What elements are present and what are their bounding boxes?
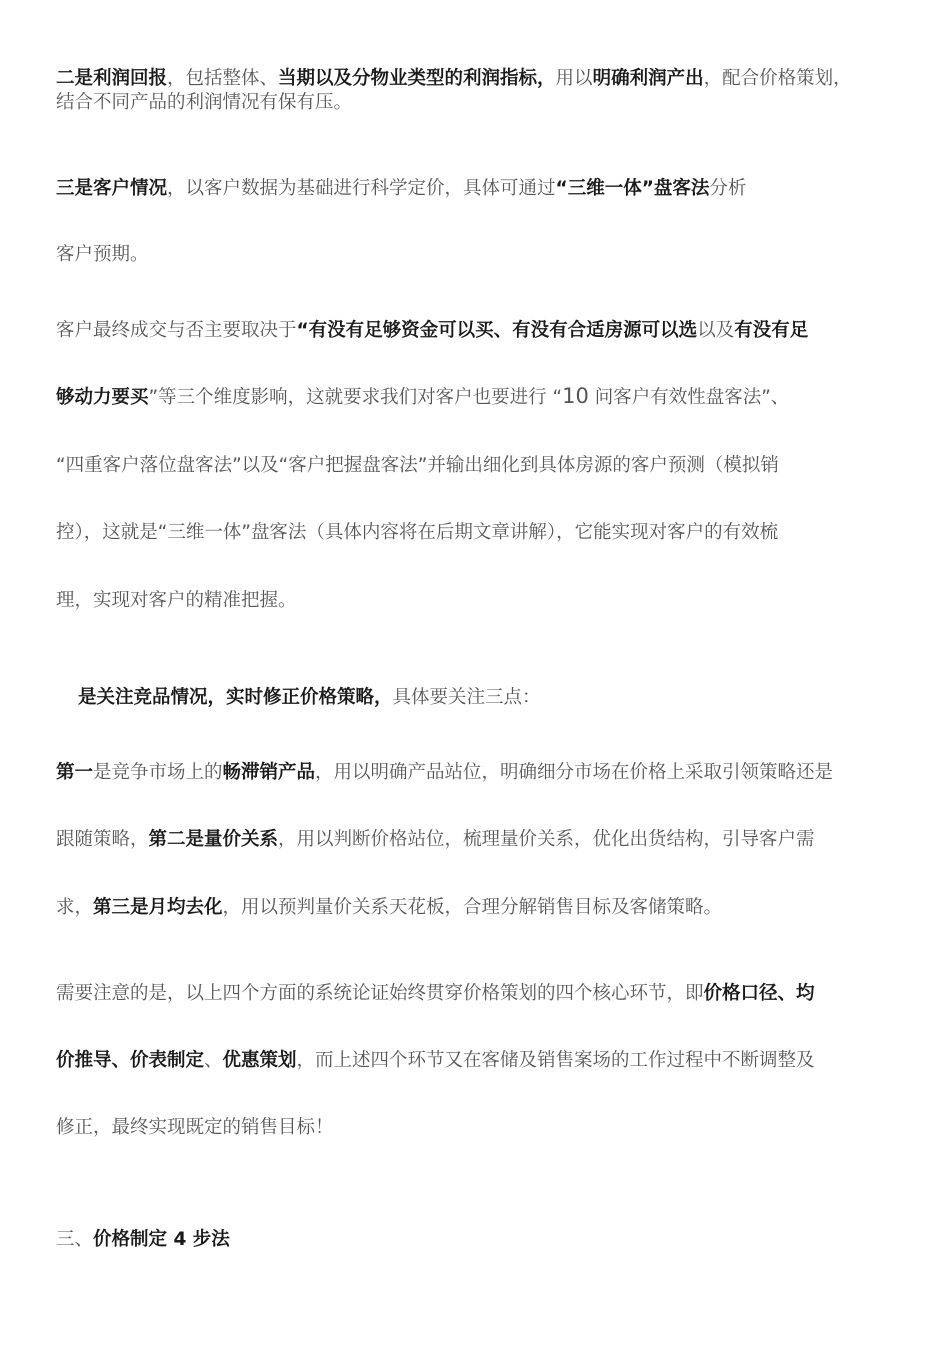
bold-text: 价格口径、均 — [703, 983, 815, 1004]
paragraph-summary-line-2 — [56, 1046, 906, 1072]
bold-text: 明确利润产出 — [592, 68, 704, 89]
paragraph-summary-line-1 — [56, 979, 906, 1005]
bold-text: 价推导、价表制定 — [56, 1050, 205, 1071]
text: ，用以预判量价关系天花板，合理分解销售目标及客储策略。 — [222, 897, 723, 918]
paragraph-profit-line-1 — [56, 64, 906, 90]
text: 需要注意的是，以上四个方面的系统论证始终贯穿价格策划的四个核心环节，即 — [56, 983, 704, 1004]
paragraph-competitor-line-2 — [56, 825, 906, 851]
text: 结合不同产品的利润情况有保有压。 — [56, 92, 353, 113]
bold-text: 是关注竞品情况， — [78, 687, 227, 708]
text: ”等三个维度影响，这就要求我们对客户也要进行 “ — [148, 387, 563, 408]
text: 求， — [56, 897, 94, 918]
text: 问客户有效性盘客法”、 — [588, 387, 790, 408]
text: ，而上述四个环节又在客储及销售案场的工作过程中不断调整及 — [296, 1050, 815, 1071]
paragraph-customer-line-2 — [56, 240, 906, 266]
paragraph-deal-line-2 — [56, 383, 906, 409]
paragraph-deal-line-3 — [56, 451, 906, 477]
paragraph-competitor-line-1 — [56, 758, 906, 784]
paragraph-competitor-heading — [78, 683, 928, 709]
text: 客户最终成交与否主要取决于 — [56, 320, 297, 341]
bold-text: 三是客户情况 — [56, 178, 168, 199]
text: 修正，最终实现既定的销售目标！ — [56, 1117, 334, 1138]
text: ，配合价格策划， — [703, 68, 852, 89]
section-heading — [56, 1225, 906, 1251]
paragraph-deal-line-4 — [56, 518, 906, 544]
paragraph-competitor-line-3 — [56, 893, 906, 919]
text: 三、 — [56, 1229, 94, 1250]
bold-text: “三维一体”盘客法 — [555, 178, 710, 199]
text: 具体要关注三点： — [392, 687, 541, 708]
text: 用以 — [555, 68, 593, 89]
paragraph-profit-line-2 — [56, 88, 906, 114]
bold-text: 第一 — [56, 762, 94, 783]
bold-text: “有没有足够资金可以买、有没有合适房源可以选 — [296, 320, 698, 341]
bold-text: 第二是量价关系 — [148, 829, 279, 850]
text: 控），这就是“三维一体”盘客法（具体内容将在后期文章讲解），它能实现对客户的有效梳 — [56, 522, 779, 543]
paragraph-summary-line-3 — [56, 1113, 906, 1139]
text: “四重客户落位盘客法”以及“客户把握盘客法”并输出细化到具体房源的客户预测（模拟销 — [56, 455, 779, 476]
bold-text: 当期以及分物业类型的利润指标， — [278, 68, 556, 89]
bold-text: 畅滞销产品 — [222, 762, 316, 783]
text: ，包括整体、 — [167, 68, 279, 89]
text: 理，实现对客户的精准把握。 — [56, 590, 297, 611]
text: ，用以明确产品站位，明确细分市场在价格上采取引领策略还是 — [315, 762, 834, 783]
paragraph-deal-line-5 — [56, 586, 906, 612]
text: 是竞争市场上的 — [93, 762, 223, 783]
text: ，用以判断价格站位，梳理量价关系，优化出货结构，引导客户需 — [278, 829, 815, 850]
text: ，以客户数据为基础进行科学定价，具体可通过 — [167, 178, 556, 199]
bold-text: 有没有足 — [734, 320, 809, 341]
text: 10 — [562, 384, 589, 408]
text: 跟随策略， — [56, 829, 149, 850]
bold-text: 价格制定 4 步法 — [93, 1229, 230, 1250]
bold-text: 第三是月均去化 — [93, 897, 223, 918]
text: 客户预期。 — [56, 244, 149, 265]
bold-text: 够动力要买 — [56, 387, 149, 408]
text: 以及 — [697, 320, 735, 341]
bold-text: 优惠策划 — [222, 1050, 297, 1071]
paragraph-deal-line-1 — [56, 316, 906, 342]
text: 分析 — [709, 178, 747, 199]
paragraph-customer-line-1 — [56, 174, 906, 200]
bold-text: 实时修正价格策略， — [226, 687, 393, 708]
text: 、 — [204, 1050, 223, 1071]
bold-text: 二是利润回报 — [56, 68, 168, 89]
